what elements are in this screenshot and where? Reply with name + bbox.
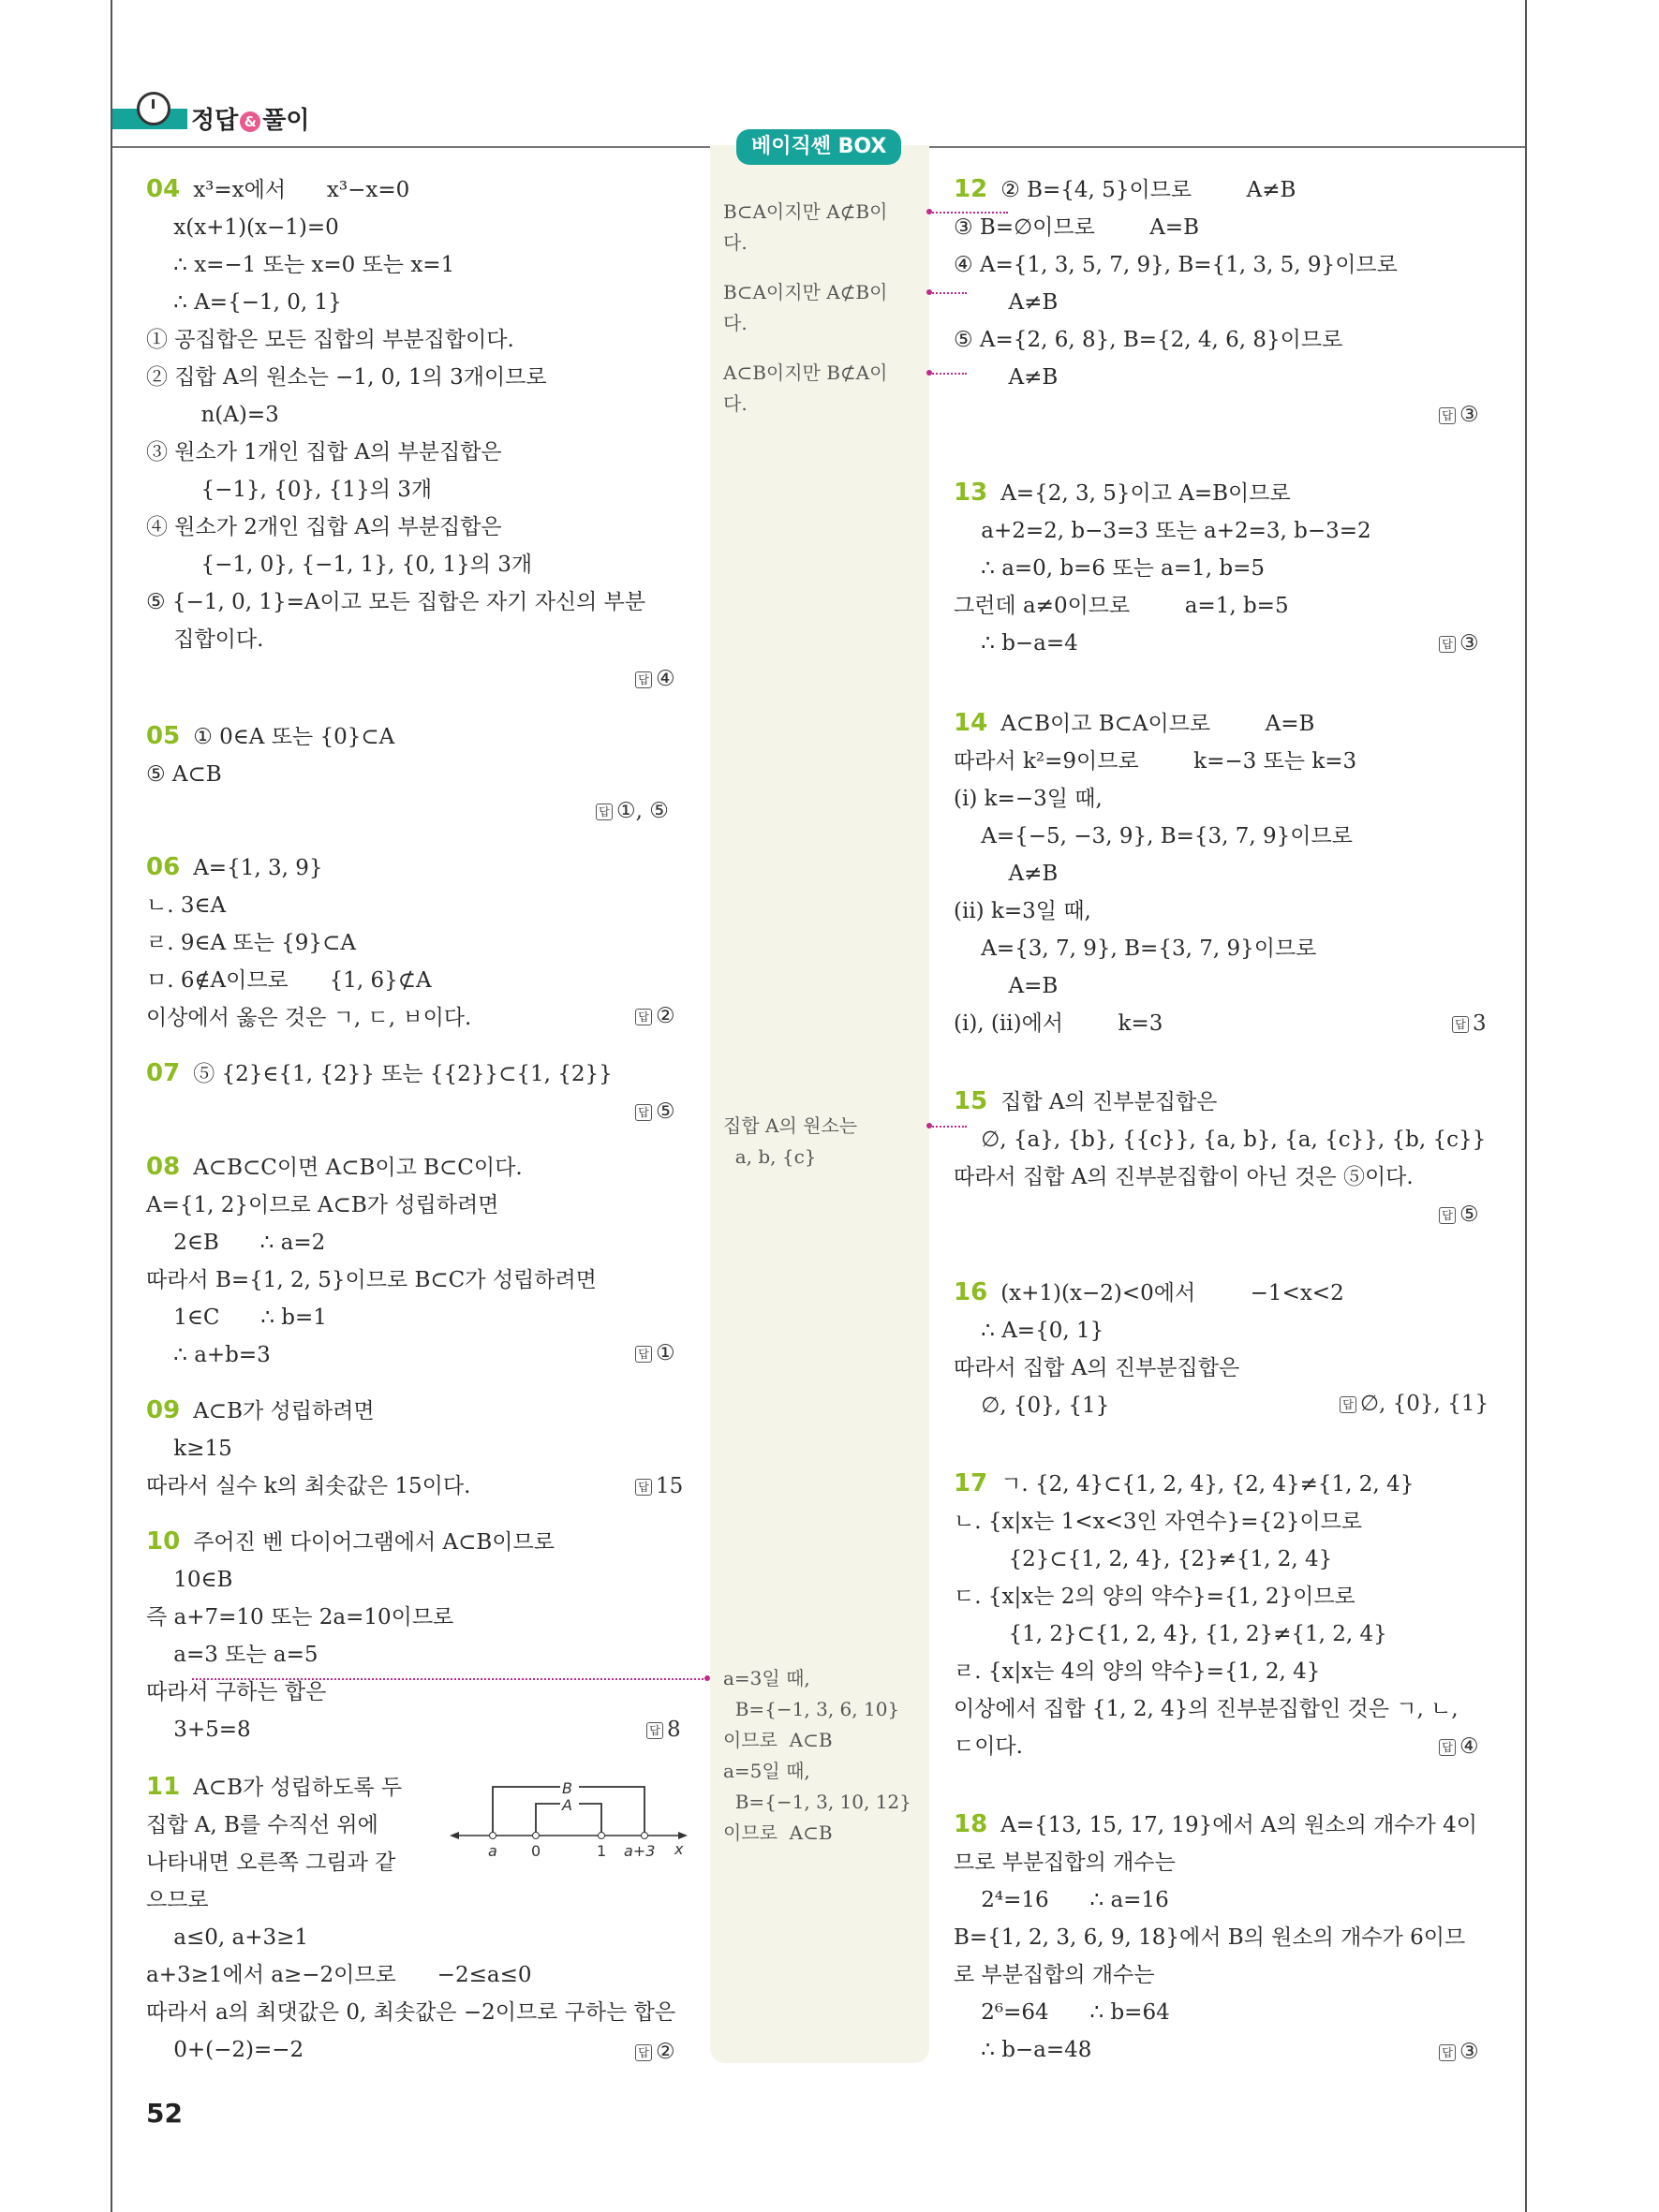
solution-line: 주어진 벤 다이어그램에서 A⊂B이므로 [193,1530,555,1555]
solution-line: 따라서 구하는 합은 [146,1680,327,1704]
problem-number: 04 [146,175,181,203]
solution-line: {2}⊂{1, 2, 4}, {2}≠{1, 2, 4} [954,1547,1333,1571]
solution-line: A≠B [954,365,1059,390]
problem-number: 12 [954,175,988,203]
solution-line: n(A)=3 [146,403,279,427]
answer-mark-icon: 답 [635,1104,652,1121]
answer-14: 답 3 [1452,1011,1487,1036]
solution-line: 2⁴=16 ∴ a=16 [954,1888,1169,1912]
sidebar-line: 다. [723,392,748,415]
solution-line: 3+5=8 [146,1718,251,1742]
sidebar-line: 다. [723,312,748,334]
problem-number: 09 [146,1396,181,1424]
solution-line: 로 부분집합의 개수는 [954,1963,1155,1987]
sidebar-line: 이므로 A⊂B [723,1729,833,1751]
problem-number: 11 [146,1773,181,1801]
solution-line: A={13, 15, 17, 19}에서 A의 원소의 개수가 4이 [1000,1813,1477,1837]
solution-line: A⊂B가 성립하려면 [193,1399,375,1423]
solution-line: ∴ a=0, b=6 또는 a=1, b=5 [954,556,1265,581]
answer-08: 답 ① [635,1341,675,1365]
sidebar-line: B={−1, 3, 10, 12} [723,1791,911,1813]
answer-mark-icon: 답 [1452,1016,1469,1033]
page-border-right [1525,0,1527,2212]
solution-line: ∅, {a}, {b}, {{c}}, {a, b}, {a, {c}}, {b, {c}} [954,1128,1487,1152]
problem-16 [954,1274,1344,1424]
solution-line: (ⅱ) k=3일 때, [954,899,1091,923]
solution-line: A={2, 3, 5}이고 A=B이므로 [1000,481,1291,506]
answer-18: 답 ③ [1439,2040,1479,2064]
problem-05 [146,717,394,793]
problem-number: 15 [954,1087,988,1115]
solution-line: 므로 부분집합의 개수는 [954,1851,1176,1875]
sidebar-note-2 [723,277,887,339]
problem-number: 18 [954,1810,988,1838]
set-b-label: B [562,1779,572,1797]
answer-mark-icon: 답 [646,1722,663,1739]
answer-mark-icon: 답 [635,1479,652,1496]
point-a [490,1833,496,1839]
point-0 [533,1833,540,1839]
problem-number: 08 [146,1153,181,1181]
solution-line: k≥15 [146,1437,232,1461]
sidebar-line: 다. [723,231,748,254]
solution-line: ∴ A={0, 1} [954,1319,1104,1343]
solution-line: ① 0∈A 또는 {0}⊂A [193,725,395,749]
answer-mark-icon: 답 [1340,1396,1356,1413]
solution-line: 으므로 [146,1888,209,1912]
leader-dot [926,370,932,376]
sidebar-line: a=3일 때, [723,1667,810,1689]
solution-line: A⊂B가 성립하도록 두 [193,1776,403,1800]
solution-line: ㄴ. 3∈A [146,893,227,918]
problem-number: 06 [146,853,181,881]
solution-line: 집합이다. [146,627,264,652]
solution-line: B={1, 2, 3, 6, 9, 18}에서 B의 원소의 개수가 6이므 [954,1925,1466,1950]
basic-box-title: 베이직쎈 BOX [736,129,901,165]
solution-line: ㄹ. {x|x는 4의 양의 약수}={1, 2, 4} [954,1659,1321,1684]
answer-05: 답 ①, ⑤ [596,799,669,823]
sidebar-line: B⊂A이지만 A⊄B이 [723,200,888,223]
answer-13: 답 ③ [1439,631,1479,656]
leader-dot [704,1675,710,1681]
solution-line: 따라서 실수 k의 최솟값은 15이다. [146,1474,471,1498]
sidebar-note-5 [723,1663,911,1849]
solution-line: A=B [954,974,1059,998]
solution-line: ③ 원소가 1개인 집합 A의 부분집합은 [146,440,502,465]
sidebar-line: a=5일 때, [723,1760,810,1782]
answer-mark-icon: 답 [635,671,652,688]
sidebar-note-1 [723,197,887,258]
clock-icon [137,92,170,125]
answer-11: 답 ② [635,2040,675,2064]
answer-mark-icon: 답 [635,2044,652,2061]
solution-line: ∴ A={−1, 0, 1} [146,290,342,315]
sidebar-line: B={−1, 3, 6, 10} [723,1698,900,1720]
answer-16: 답 ∅, {0}, {1} [1340,1392,1489,1416]
solution-line: {−1}, {0}, {1}의 3개 [146,478,433,502]
solution-line: (ⅰ) k=−3일 때, [954,787,1103,811]
solution-line: ㄱ. {2, 4}⊂{1, 2, 4}, {2, 4}≠{1, 2, 4} [1000,1472,1415,1497]
solution-line: A={−5, −3, 9}, B={3, 7, 9}이므로 [954,824,1353,848]
solution-line: 1∈C ∴ b=1 [146,1305,327,1330]
solution-line: 따라서 집합 A의 진부분집합은 [954,1356,1240,1380]
solution-line: ㄷ. {x|x는 2의 양의 약수}={1, 2}이므로 [954,1585,1355,1609]
sidebar-line: a, b, {c} [723,1145,817,1168]
answer-mark-icon: 답 [1439,1739,1456,1756]
problem-07 [146,1054,613,1093]
answer-12: 답 ③ [1439,403,1479,427]
problem-number: 17 [954,1469,988,1497]
solution-line: 이상에서 집합 {1, 2, 4}의 진부분집합인 것은 ㄱ, ㄴ, [954,1697,1459,1721]
leader-dot [926,209,932,214]
answer-17: 답 ④ [1439,1734,1479,1759]
sidebar-note-3 [723,358,887,420]
point-1 [599,1833,605,1839]
solution-line: 따라서 B={1, 2, 5}이므로 B⊂C가 성립하려면 [146,1268,597,1292]
answer-07: 답 ⑤ [635,1099,675,1124]
axis-label: x [674,1840,684,1858]
problem-number: 13 [954,479,988,507]
title-right: 풀이 [262,107,310,135]
point-a-plus-3 [642,1833,648,1839]
solution-line: ∅, {0}, {1} [954,1394,1110,1418]
answer-mark-icon: 답 [635,1009,652,1025]
solution-line: 2∈B ∴ a=2 [146,1231,326,1255]
answer-mark-icon: 답 [1439,407,1456,424]
solution-line: ③ B=∅이므로 A=B [954,215,1200,240]
solution-line: 나타내면 오른쪽 그림과 같 [146,1851,396,1875]
problem-18 [954,1806,1477,2069]
answer-09: 답 15 [635,1474,683,1498]
solution-line: A≠B [954,862,1059,886]
section-title [191,101,309,136]
solution-line: (ⅰ), (ⅱ)에서 k=3 [954,1011,1163,1036]
right-arrow-icon [678,1832,688,1839]
problem-number: 05 [146,722,181,750]
solution-line: {−1, 0}, {−1, 1}, {0, 1}의 3개 [146,553,533,577]
number-line-figure [450,1776,693,1860]
solution-line: a=3 또는 a=5 [146,1643,318,1667]
problem-13 [954,474,1371,662]
solution-line: 즉 a+7=10 또는 2a=10이므로 [146,1605,454,1630]
solution-line: ㄴ. {x|x는 1<x<3인 자연수}={2}이므로 [954,1510,1363,1534]
solution-line: ⑤ A={2, 6, 8}, B={2, 4, 6, 8}이므로 [954,328,1343,352]
solution-line: ② B={4, 5}이므로 A≠B [1000,178,1296,202]
problem-number: 16 [954,1278,988,1306]
solution-line: ⑤ A⊂B [146,762,222,787]
solution-line: ④ 원소가 2개인 집합 A의 부분집합은 [146,515,502,539]
answer-mark-icon: 답 [596,804,613,820]
answer-mark-icon: 답 [1439,1207,1456,1224]
solution-line: (x+1)(x−2)<0에서 −1<x<2 [1000,1281,1344,1305]
solution-line: ∴ x=−1 또는 x=0 또는 x=1 [146,253,455,277]
ampersand-badge: & [240,111,260,132]
solution-line: ⑤ {2}∈{1, {2}} 또는 {{2}}⊂{1, {2}} [193,1062,613,1086]
problem-17 [954,1465,1459,1765]
solution-line: A={3, 7, 9}, B={3, 7, 9}이므로 [954,936,1317,961]
problem-14 [954,704,1356,1042]
solution-line: A={1, 2}이므로 A⊂B가 성립하려면 [146,1193,499,1217]
solution-line: A⊂B이고 B⊂A이므로 A=B [1000,712,1315,736]
sidebar-line: A⊂B이지만 B⊄A이 [723,361,888,384]
solution-line: ④ A={1, 3, 5, 7, 9}, B={1, 3, 5, 9}이므로 [954,253,1398,277]
answer-10: 답 8 [646,1718,681,1742]
solution-line: ㅁ. 6∉A이므로 {1, 6}⊄A [146,968,432,993]
answer-mark-icon: 답 [1439,2044,1456,2061]
answer-06: 답 ② [635,1004,675,1028]
solution-line: ① 공집합은 모든 집합의 부분집합이다. [146,328,514,352]
problem-06 [146,848,471,1037]
solution-line: 집합 A의 진부분집합은 [1000,1090,1218,1114]
solution-line: A={1, 3, 9} [193,856,323,880]
solution-line: ∴ a+b=3 [146,1343,271,1367]
solution-line: 0+(−2)=−2 [146,2038,304,2062]
solution-line: ⑤ {−1, 0, 1}=A이고 모든 집합은 자기 자신의 부분 [146,590,646,614]
solution-line: a+2=2, b−3=3 또는 a+2=3, b−3=2 [954,519,1371,543]
tick-label: 1 [597,1842,607,1860]
solution-line: {1, 2}⊂{1, 2, 4}, {1, 2}≠{1, 2, 4} [954,1622,1387,1646]
answer-mark-icon: 답 [1439,636,1456,653]
solution-line: A≠B [954,290,1059,315]
answer-15: 답 ⑤ [1439,1202,1479,1227]
page-number: 52 [146,2098,183,2129]
solution-line: 따라서 a의 최댓값은 0, 최솟값은 −2이므로 구하는 합은 [146,2000,676,2025]
tick-label: 0 [531,1842,541,1860]
solution-line: 그런데 a≠0이므로 a=1, b=5 [954,594,1289,618]
problem-12 [954,170,1398,396]
problem-number: 14 [954,709,988,737]
problem-10 [146,1523,555,1748]
solution-line: 이상에서 옳은 것은 ㄱ, ㄷ, ㅂ이다. [146,1006,472,1030]
problem-09 [146,1392,470,1505]
problem-number: 07 [146,1059,181,1087]
problem-04 [146,170,645,658]
solution-line: A⊂B⊂C이면 A⊂B이고 B⊂C이다. [193,1156,523,1180]
solution-line: a+3≥1에서 a≥−2이므로 −2≤a≤0 [146,1963,532,1987]
solution-line: x³=x에서 x³−x=0 [193,178,410,202]
sidebar-note-4 [723,1111,857,1172]
sidebar-line: B⊂A이지만 A⊄B이 [723,281,888,303]
leader-dot [926,1123,932,1128]
sidebar-line: 집합 A의 원소는 [723,1114,858,1137]
left-arrow-icon [450,1832,459,1839]
page-border-left [111,0,112,2212]
answer-04: 답 ④ [635,667,675,691]
solution-line: ∴ b−a=48 [954,2038,1092,2062]
tick-label: a+3 [624,1842,656,1860]
title-left: 정답 [191,107,239,135]
solution-line: ㄷ이다. [954,1734,1023,1759]
problem-08 [146,1148,597,1374]
solution-line: a≤0, a+3≥1 [146,1925,309,1950]
solution-line: 10∈B [146,1568,233,1592]
leader-dot [926,289,932,295]
solution-line: 따라서 집합 A의 진부분집합이 아닌 것은 ⑤이다. [954,1165,1414,1189]
solution-line: ㄹ. 9∈A 또는 {9}⊂A [146,931,356,955]
solution-line: 집합 A, B를 수직선 위에 [146,1813,378,1837]
problem-number: 10 [146,1527,181,1556]
answer-mark-icon: 답 [635,1346,652,1363]
solution-line: ∴ b−a=4 [954,631,1078,656]
solution-line: 2⁶=64 ∴ b=64 [954,2000,1170,2025]
problem-15 [954,1083,1486,1196]
solution-line: 따라서 k²=9이므로 k=−3 또는 k=3 [954,749,1357,774]
sidebar-line: 이므로 A⊂B [723,1821,833,1844]
solution-line: x(x+1)(x−1)=0 [146,215,339,240]
solution-line: ② 집합 A의 원소는 −1, 0, 1의 3개이므로 [146,365,547,390]
set-a-label: A [562,1796,572,1814]
tick-label: a [488,1842,497,1860]
